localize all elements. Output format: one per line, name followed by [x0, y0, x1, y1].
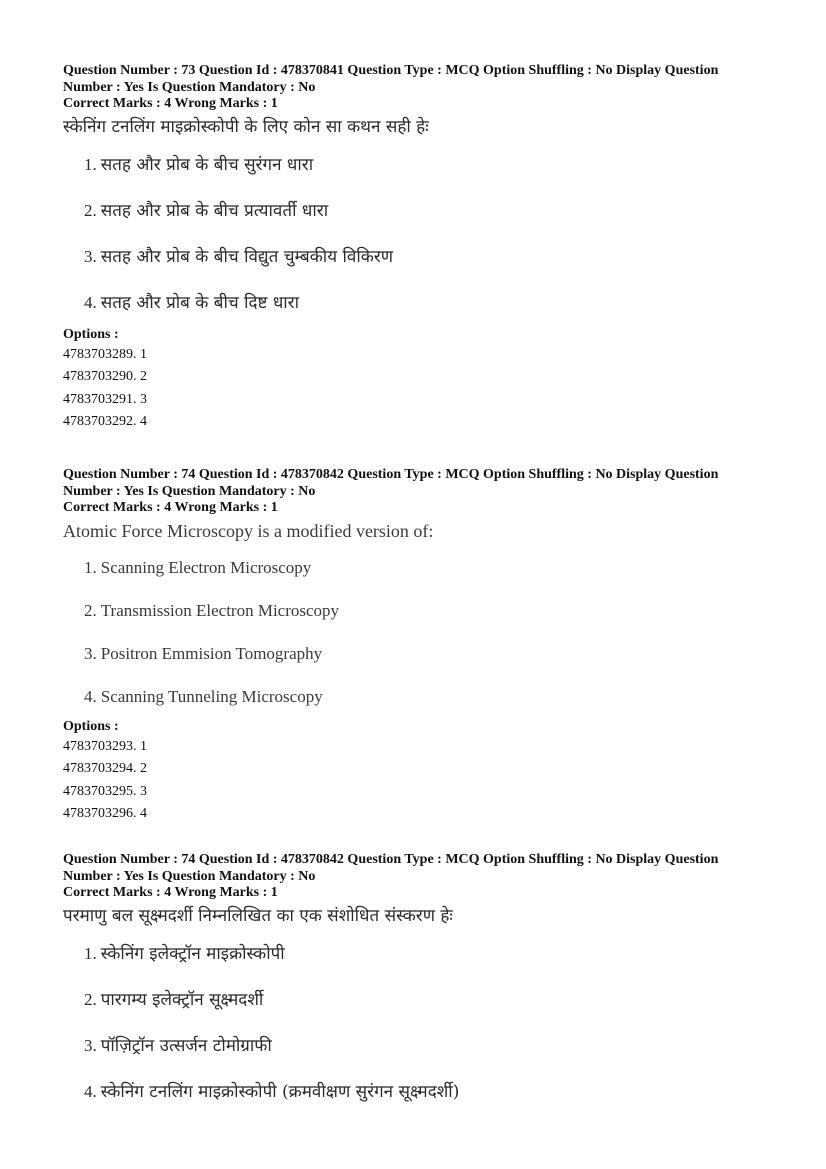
option-text: सतह और प्रोब के बीच सुरंगन धारा	[100, 154, 314, 175]
question-block	[63, 467, 763, 826]
question-stem: स्केनिंग टनलिंग माइक्रोस्कोपी के लिए कोन सा कथन सही हेः	[63, 116, 429, 137]
question-stem: परमाणु बल सूक्ष्मदर्शी निम्नलिखित का एक संशोधित संस्करण हेः	[63, 905, 453, 926]
question-meta-line1: Question Number : 74 Question Id : 478370842 Question Type : MCQ Option Shuffling : No Display Question	[63, 467, 719, 482]
option-text: सतह और प्रोब के बीच दिष्ट धारा	[100, 292, 300, 313]
option-text: Scanning Electron Microscopy	[100, 557, 312, 577]
option-number: 1.	[84, 943, 97, 963]
question-block	[63, 852, 763, 1115]
question-meta-line2: Number : Yes Is Question Mandatory : No	[63, 79, 316, 95]
answer-option	[84, 280, 763, 326]
option-id: 4783703295. 3	[63, 783, 147, 799]
option-text: स्केनिंग टनलिंग माइक्रोस्कोपी (क्रमवीक्षण सुरंगन सूक्ष्मदर्शी)	[100, 1081, 460, 1102]
answer-options	[63, 142, 763, 326]
answer-option	[84, 675, 763, 718]
option-id: 4783703291. 3	[63, 391, 147, 407]
question-block	[63, 63, 763, 434]
answer-option	[84, 1069, 763, 1115]
answer-option	[84, 1023, 763, 1069]
option-id: 4783703294. 2	[63, 761, 147, 776]
question-meta-line1: Question Number : 73 Question Id : 478370841 Question Type : MCQ Option Shuffling : No Display Question	[63, 63, 719, 78]
option-number: 3.	[84, 1035, 97, 1055]
question-marks: Correct Marks : 4 Wrong Marks : 1	[63, 96, 278, 111]
answer-option	[84, 142, 763, 188]
option-text: सतह और प्रोब के बीच विद्युत चुम्बकीय विकिरण	[100, 246, 394, 267]
question-stem: Atomic Force Microscopy is a modified version of:	[63, 520, 434, 541]
option-text: Positron Emmision Tomography	[100, 643, 323, 663]
option-id: 4783703289. 1	[63, 346, 147, 362]
option-text: पॉज़िट्रॉन उत्सर्जन टोमोग्राफी	[100, 1035, 272, 1056]
question-meta-line2: Number : Yes Is Question Mandatory : No	[63, 483, 316, 499]
option-number: 2.	[84, 600, 97, 620]
option-text: स्केनिंग इलेक्ट्रॉन माइक्रोस्कोपी	[100, 943, 285, 964]
option-number: 3.	[84, 643, 97, 663]
options-label: Options :	[63, 326, 119, 342]
option-text: पारगम्य इलेक्ट्रॉन सूक्ष्मदर्शी	[100, 989, 264, 1010]
option-number: 4.	[84, 292, 97, 312]
option-number: 4.	[84, 686, 97, 706]
answer-option	[84, 931, 763, 977]
option-text: Transmission Electron Microscopy	[100, 600, 340, 620]
answer-options	[63, 546, 763, 718]
option-number: 1.	[84, 557, 97, 577]
options-label: Options :	[63, 718, 119, 734]
answer-option	[84, 234, 763, 280]
option-id: 4783703293. 1	[63, 738, 147, 754]
question-meta-line2: Number : Yes Is Question Mandatory : No	[63, 868, 316, 884]
answer-options	[63, 931, 763, 1115]
option-number: 2.	[84, 200, 97, 220]
option-id: 4783703292. 4	[63, 414, 147, 429]
option-number: 3.	[84, 246, 97, 266]
question-meta-line1: Question Number : 74 Question Id : 478370842 Question Type : MCQ Option Shuffling : No Display Question	[63, 852, 719, 867]
option-number: 2.	[84, 989, 97, 1009]
option-number: 1.	[84, 154, 97, 174]
option-text: सतह और प्रोब के बीच प्रत्यावर्ती धारा	[100, 200, 329, 221]
question-marks: Correct Marks : 4 Wrong Marks : 1	[63, 885, 278, 900]
question-marks: Correct Marks : 4 Wrong Marks : 1	[63, 500, 278, 515]
answer-option	[84, 589, 763, 632]
option-number: 4.	[84, 1081, 97, 1101]
option-text: Scanning Tunneling Microscopy	[100, 686, 323, 706]
answer-option	[84, 188, 763, 234]
answer-option	[84, 632, 763, 675]
option-id: 4783703296. 4	[63, 806, 147, 821]
answer-option	[84, 546, 763, 589]
answer-option	[84, 977, 763, 1023]
option-id: 4783703290. 2	[63, 369, 147, 384]
